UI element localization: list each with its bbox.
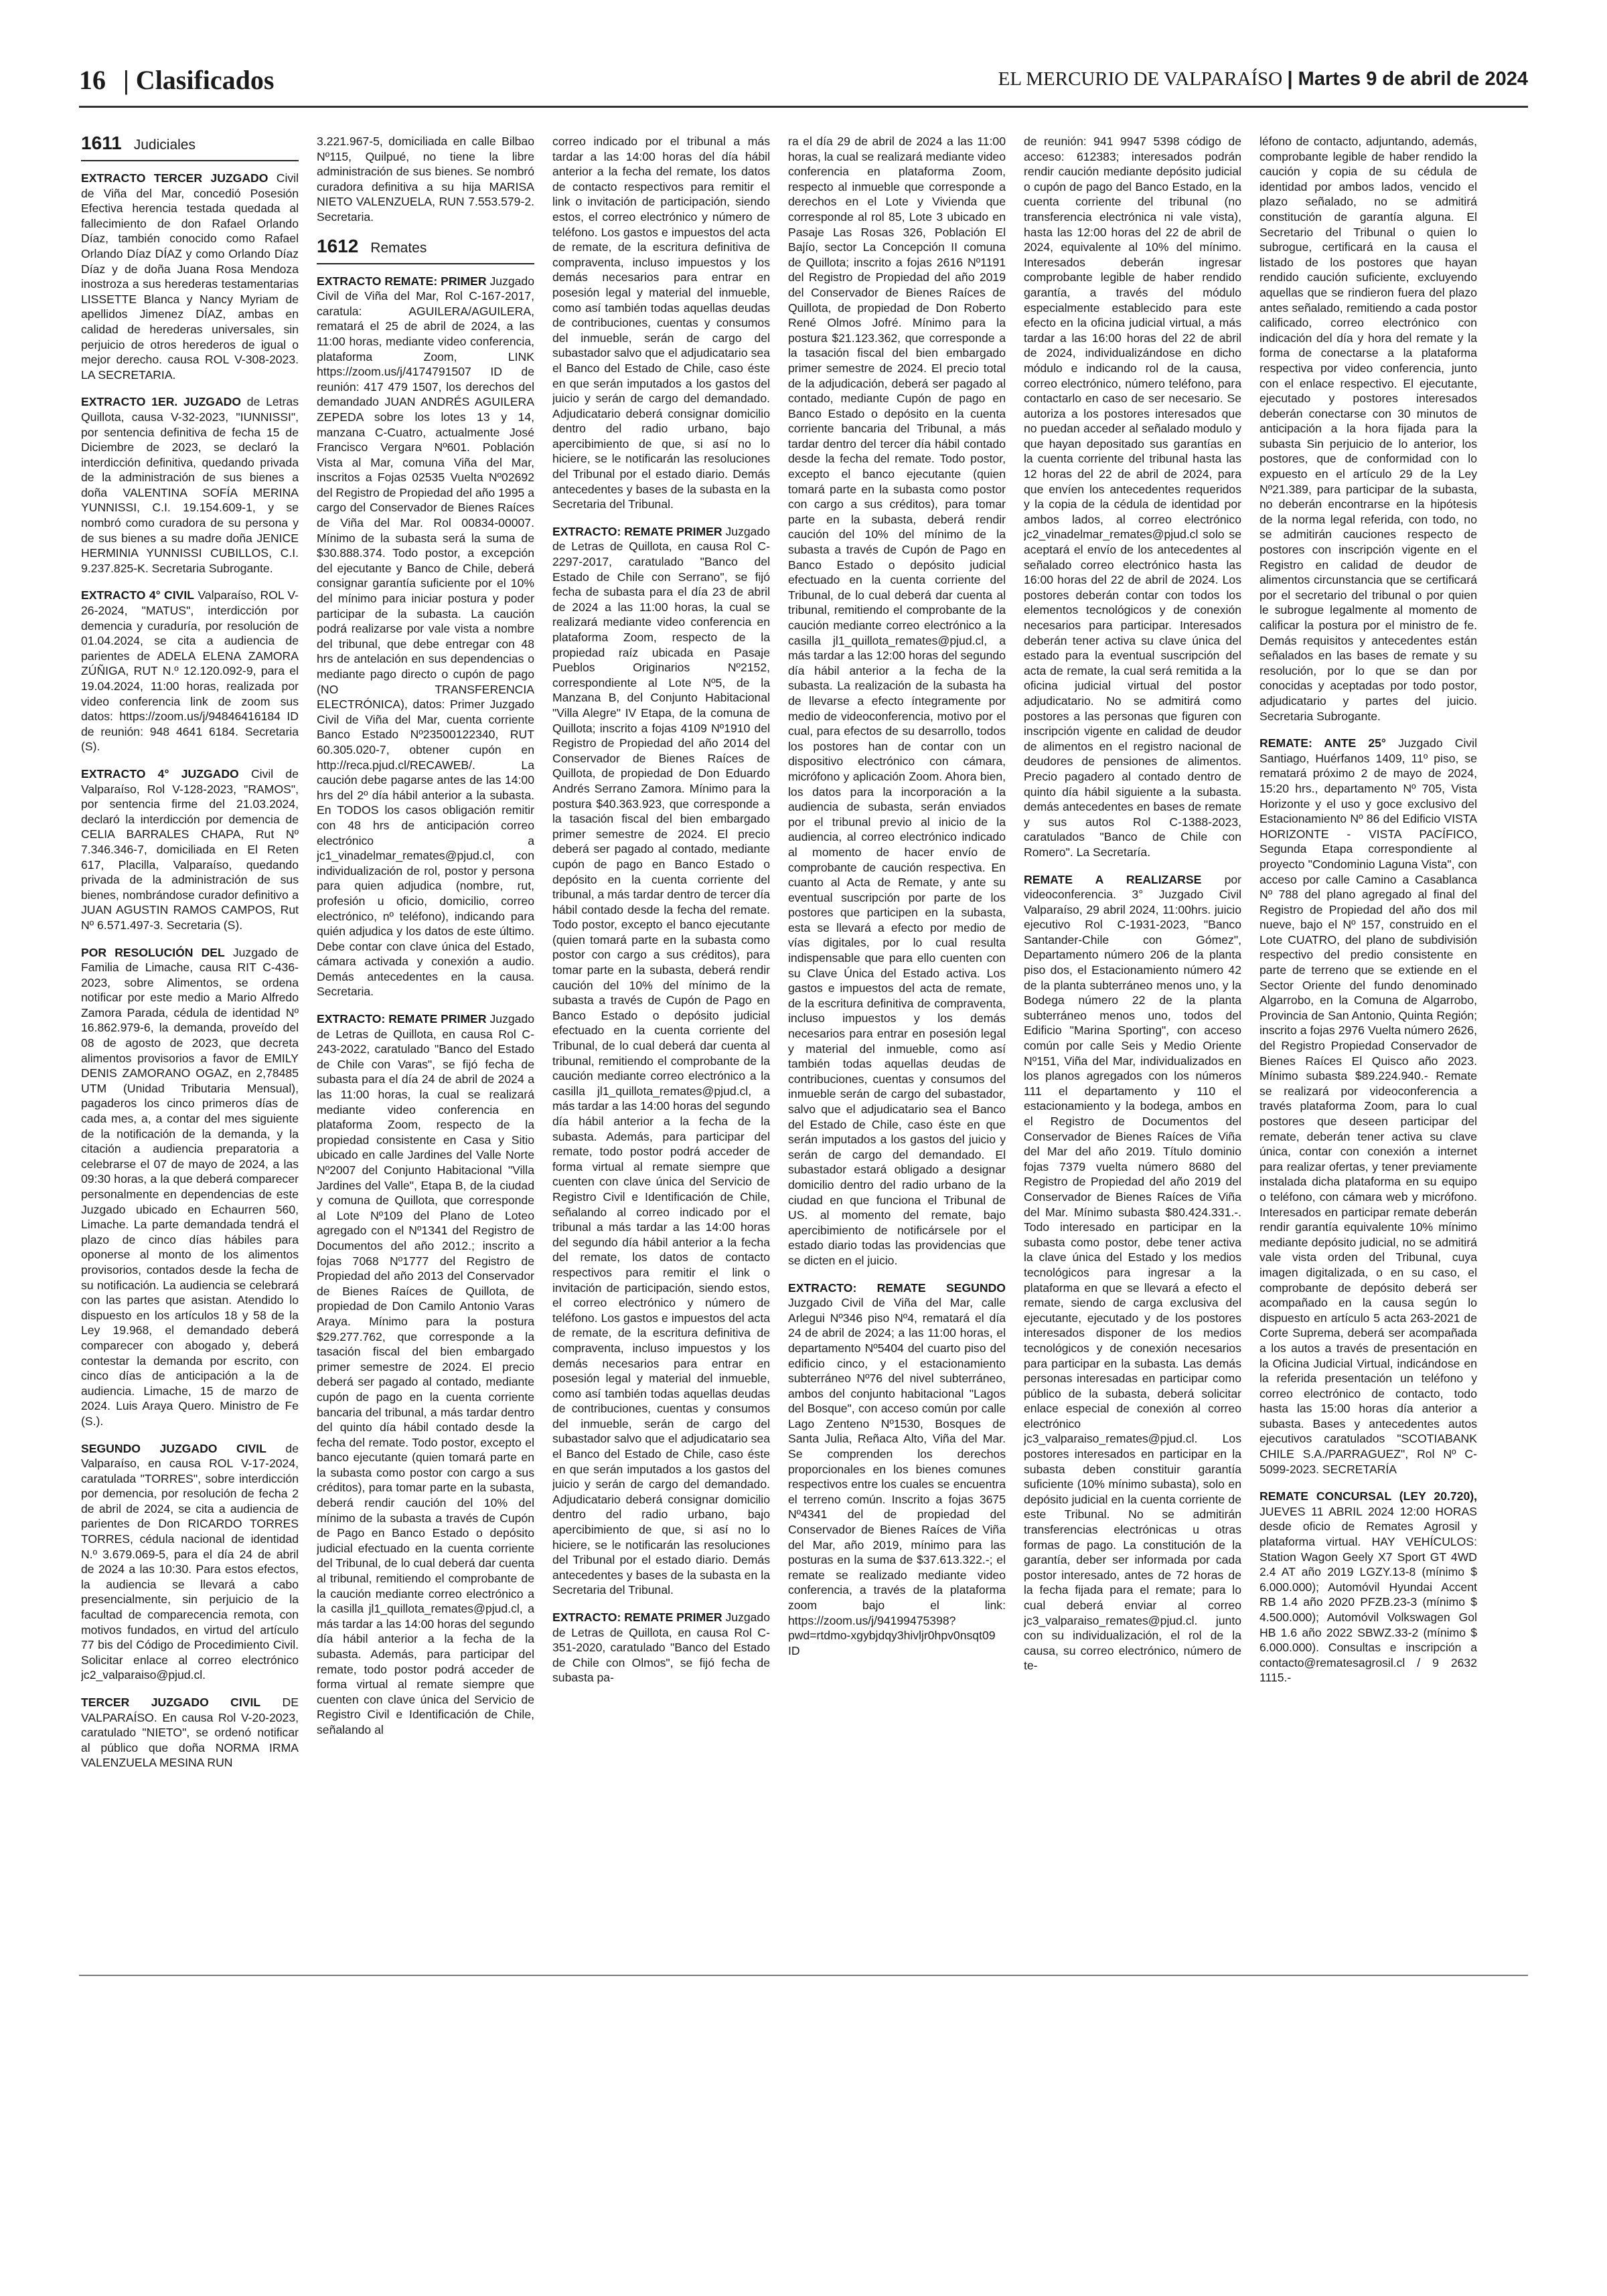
classified-ad (81, 1441, 299, 1684)
ad-body: ra el día 29 de abril de 2024 a las 11:00 horas, la cual se realizará mediante video conferencia en plataforma Zoom, respecto al inmueble que corresponde a derechos en el Lote y Vivienda que corresponde al rol 85, Lote 3 ubicado en Pasaje Las Rosas 326, Población El Bajío, sector La Concepción II comuna de Quillota; inscrito a fojas 2616 Nº1191 del Registro de Propiedad del año 2019 del Conservador de Bienes Raíces de Quillota, de propiedad de Don Roberto René Olmos Jofré. Mínimo para la postura $21.123.362, que corresponde a la tasación fiscal del bien embargado primer semestre de 2024. El precio total de la adjudicación, deberá ser pagado al contado, mediante Cupón de pago en Banco Estado o depósito en la cuenta corriente bancaria del Tribunal, a más tardar dentro del tercer día hábil contado desde la fecha del remate. Todo postor, excepto el banco ejecutante (quien tomará parte en la subasta como postor con cargo a sus créditos), para tomar parte en la subasta, deberá rendir caución del 10% del mínimo de la subasta a través de Cupón de Pago en Banco Estado o depósito judicial efectuado en la cuenta corriente del Tribunal, de lo cual deberá dar cuenta al tribunal, remitiendo el comprobante de la caución mediante correo electrónico a la casilla jl1_quillota_remates@pjud.cl, a más tardar a las 12:00 horas del segundo día hábil anterior a la fecha de la subasta. La realización de la subasta ha de llevarse a efecto íntegramente por medio de videoconferencia, motivo por el cual, para efectos de su desarrollo, todos los postores han de contar con un dispositivo electrónico con cámara, micrófono y aplicación Zoom. Ahora bien, los datos para la incorporación a la audiencia de subasta, serán enviados por el tribunal previo al inicio de la audiencia, al correo electrónico indicado al momento de hacer envío de comprobante de caución respectiva. En cuanto al Acta de Remate, y ante su eventual suscripción por parte de los postores que participen en la subasta, esta se llevará a efecto por medio de vías digitales, por lo cual resulta indispensable que para ello cuenten con su Clave Única del Estado activa. Los gastos e impuestos del acta de remate, de la escritura definitiva de compraventa, incluso impuestos y los demás necesarios para entrar en posesión legal y material del inmueble, como así también todas aquellas deudas de contribuciones, cuentas y consumos del inmueble serán de cargo del subastador, salvo que el adjudicatario sea el Banco del Estado de Chile, caso éste en que serán imputados a los gastos del juicio y serán de cargo del demandado. El subastador estará obligado a designar domicilio dentro del radio urbano de la ciudad en que funciona el Tribunal de US. al momento del remate, bajo apercibimiento de notificársele por el estado diario todas las providencias que se dicten en el juicio. (788, 135, 1006, 1267)
newspaper-name: EL MERCURIO DE VALPARAÍSO (998, 68, 1283, 90)
ads-list (1259, 134, 1477, 1686)
classified-ad (81, 171, 299, 382)
column-2 (317, 134, 534, 1968)
ad-lead: SEGUNDO JUZGADO CIVIL (81, 1441, 266, 1455)
ad-body: Juzgado de Letras de Quillota, en causa Rol C-351-2020, caratulado "Banco del Estado de Chile con Olmos", se fijó fecha de subasta pa- (552, 1611, 770, 1685)
ad-body: Juzgado de Letras de Quillota, en causa Rol C-2297-2017, caratulado "Banco del Estado de Chile con Serrano", se fijó fecha de subasta para el día 23 de abril de 2024 a las 11:00 horas, la cual se realizará mediante video conferencia en plataforma Zoom, respecto de la propiedad raíz ubicada en Pasaje Pueblos Originarios Nº2152, correspondiente al Lote Nº5, de la Manzana B, del Conjunto Habitacional "Villa Alegre" IV Etapa, de la comuna de Quillota; inscrito a fojas 4109 Nº1910 del Registro de Propiedad del año 2014 del Conservador de Bienes Raíces de Quillota, de propiedad de Don Eduardo Andrés Serrano Zamora. Mínimo para la postura $40.363.923, que corresponde a la tasación fiscal del bien embargado primer semestre de 2024. El precio deberá ser pagado al contado, mediante cupón de pago en Banco Estado o depósito en la cuenta corriente del tribunal, a más tardar dentro de tercer día hábil contado desde la fecha del remate. Todo postor, excepto el banco ejecutante (quien tomará parte en la subasta como postor con cargo a sus créditos), para tomar parte en la subasta, deberá rendir caución del 10% del mínimo de la subasta a través de Cupón de Pago en Banco Estado o depósito judicial efectuado en la cuenta corriente del Tribunal, de lo cual deberá dar cuenta al tribunal, remitiendo el comprobante de la caución mediante correo electrónico a la casilla jl1_quillota_remates@pjud.cl, a más tardar a las 14:00 horas del segundo día hábil anterior a la fecha de la subasta. Además, para participar del remate, todo postor podrá acceder de forma virtual al remate siempre que cuenten con clave única del Servicio de Registro Civil e Identificación de Chile, señalando al correo indicado por el tribunal a más tardar a las 14:00 horas del segundo día hábil anterior a la fecha del remate, los datos de contacto respectivos para remitir el link o invitación de participación, siendo estos, el correo electrónico y número de teléfono. Los gastos e impuestos del acta de remate, de la escritura definitiva de compraventa, incluso impuestos y los demás necesarios para entrar en posesión legal y material del inmueble, como así también todas aquellas deudas de contribuciones, cuentas y consumos del inmueble, serán de cargo del subastador salvo que el adjudicatario sea el Banco del Estado de Chile, caso éste en que serán imputados a los gastos del juicio y serán de cargo del demandado. Adjudicatario deberá consignar domicilio dentro del radio urbano, bajo apercibimiento de que, si así no lo hiciere, se le notificarán las resoluciones del Tribunal por el estado diario. Demás antecedentes y bases de la subasta en la Secretaria del Tribunal. (552, 524, 770, 1597)
ad-body: 3.221.967-5, domiciliada en calle Bilbao Nº115, Quilpué, no tiene la libre administración de sus bienes. Se nombró curadora definitiva a su hija MARISA NIETO VALENZUELA, RUN 7.553.579-2. Secretaria. (317, 135, 534, 224)
ad-body: por videoconferencia. 3° Juzgado Civil Valparaíso, 29 abril 2024, 11:00hrs. juicio ejecutivo Rol C-1931-2023, "Banco Santander-Chile con Gómez", Departamento número 206 de la planta piso dos, el Estacionamiento número 42 de la planta subterráneo menos uno, y la Bodega número 22 de la planta subterráneo menos uno, todos del Edificio "Marina Sporting", con acceso común por calle Seis y Medio Oriente Nº151, Viña del Mar, individualizados en los planos agregados con los números 111 el departamento y 110 el estacionamiento y la bodega, ambos en el Registro de Documentos del Conservador de Bienes Raíces de Viña del Mar del año 2019. Título dominio fojas 7379 vuelta número 8680 del Registro de Propiedad del año 2019 del Conservador de Bienes Raíces de Viña del Mar. Mínimo subasta $80.424.331.-. Todo interesado en participar en la subasta como postor, debe tener activa la clave única del Estado y los medios tecnológicos para ingresar a la plataforma en que se llevará a efecto el remate, siendo de carga exclusiva del ejecutante, ejecutado y de los postores interesados disponer de los medios tecnológicos y de conexión necesarios para participar en la subasta. Las demás personas interesadas en participar como público de la subasta, deberá solicitar enlace especial de conexión al correo electrónico jc3_valparaiso_remates@pjud.cl. Los postores interesados en participar en la subasta deben constituir garantía suficiente (10% mínimo subasta), solo en depósito judicial en la cuenta corriente de este Tribunal. No se admitirán transferencias electrónicas u otras formas de pago. La constitución de la garantía, deber ser informada por cada postor interesado, antes de 72 horas de la fecha fijada para el remate; para lo cual deberá enviar al correo jc3_valparaiso_remates@pjud.cl. junto con su individualización, el rol de la causa, su correo electrónico, número de te- (1024, 872, 1241, 1673)
ad-lead: EXTRACTO REMATE: PRIMER (317, 274, 487, 288)
issue-date: | Martes 9 de abril de 2024 (1287, 68, 1528, 90)
ad-lead: EXTRACTO: REMATE PRIMER (317, 1012, 487, 1026)
column-1 (81, 134, 299, 1968)
ads-list (317, 134, 534, 225)
ad-body: DE VALPARAÍSO. En causa Rol V-20-2023, caratulado "NIETO", se ordenó notificar al público que doña NORMA IRMA VALENZUELA MESINA RUN (81, 1696, 299, 1770)
ad-body: Juzgado de Familia de Limache, causa RIT C-436-2023, sobre Alimentos, se ordena notificar por este medio a Mario Alfredo Zamora Parada, cédula de identidad Nº 16.862.979-6, la demanda, proveído del 08 de agosto de 2023, que decreta alimentos provisorios a favor de EMILY DENIS ZAMORANO OGAZ, en 2,78485 UTM (Unidad Tributaria Mensual), pagaderos los cinco primeros días de cada mes, a, a contar del mes siguiente de la notificación de la demanda, y la citación a audiencia preparatoria a celebrarse el 07 de mayo de 2024, a las 09:30 horas, a la que deberá comparecer personalmente en dependencias de este Juzgado ubicado en Echaurren 560, Limache. La parte demandada tendrá el plazo de cinco días hábiles para oponerse al monto de los alimentos provisorios, contados desde la fecha de su notificación. La audiencia se celebrará con las partes que asistan. Atendido lo dispuesto en los artículos 18 y 58 de la Ley 19.968, el demandado deberá comparecer con abogado y, deberá contestar la demanda por escrito, con cinco días de anticipación a la de audiencia. Limache, 15 de marzo de 2024. Luis Araya Quero. Ministro de Fe (S.). (81, 945, 299, 1428)
ad-body: Juzgado de Letras de Quillota, en causa Rol C-243-2022, caratulado "Banco del Estado de Chile con Varas", se fijó fecha de subasta para el día 24 de abril de 2024 a las 11:00 horas, la cual se realizará mediante video conferencia en plataforma Zoom, respecto de la propiedad consistente en Casa y Sitio ubicado en calle Jardines del Valle Norte Nº2007 del Conjunto Habitacional "Villa Jardines del Valle", Etapa B, de la ciudad y comuna de Quillota, que corresponde al Lote Nº109 del Plano de Loteo agregado con el Nº1341 del Registro de Documentos del año 2012.; inscrito a fojas 7068 Nº1777 del Registro de Propiedad del año 2013 del Conservador de Bienes Raíces de Quillota, de propiedad de Don Camilo Antonio Varas Araya. Mínimo para la postura $29.277.762, que corresponde a la tasación fiscal del bien embargado primer semestre de 2024. El precio deberá ser pagado al contado, mediante cupón de pago en la cuenta corriente bancaria del tribunal, a más tardar dentro del quinto día hábil contado desde la fecha del remate. Todo postor, excepto el banco ejecutante (quien tomará parte en la subasta como postor con cargo a sus créditos), para tomar parte en la subasta, deberá rendir caución del 10% del mínimo de la subasta a través de Cupón de Pago en Banco Estado o depósito judicial efectuado en la cuenta corriente del Tribunal, de lo cual deberá dar cuenta al tribunal, remitiendo el comprobante de la caución mediante correo electrónico a la casilla jl1_quillota_remates@pjud.cl, a más tardar a las 14:00 horas del segundo día hábil anterior a la fecha de la subasta. Además, para participar del remate, todo postor podrá acceder de forma virtual al remate siempre que cuenten con clave única del Servicio de Registro Civil e Identificación de Chile, señalando al (317, 1012, 534, 1736)
ad-lead: EXTRACTO TERCER JUZGADO (81, 171, 269, 185)
ad-lead: EXTRACTO 4° JUZGADO (81, 766, 239, 781)
ad-body: Juzgado Civil Santiago, Huérfanos 1409, 11º piso, se rematará próximo 2 de mayo de 2024, 15:20 hrs., departamento Nº 705, Vista Horizonte y el uso y goce exclusivo del Estacionamiento Nº 86 del Edificio VISTA HORIZONTE - VISTA PACÍFICO, Segunda Etapa correspondiente al proyecto "Condominio Laguna Vista", con acceso por calle Camino a Casablanca Nº 788 del plano agregado al final del Registro de Propiedad del año dos mil nueve, bajo el Nº 157, construido en el Lote CUATRO, del plano de subdivisión respectivo del predio consistente en parte de terreno que se extiende en el Sector Oriente del fundo denominado Algarrobo, en la Comuna de Algarrobo, Provincia de San Antonio, Quinta Región; inscrito a fojas 2976 Vuelta número 2626, del Registro Propiedad Conservador de Bienes Raíces El Quisco año 2023. Mínimo subasta $89.224.940.- Remate se realizará por videoconferencia a través plataforma Zoom, para lo cual postores que deseen participar del remate, deberán tener activa su clave única, contar con conexión a internet para realizar ofertas, y tener previamente instalada dicha plataforma en su equipo o teléfono, con cámara web y micrófono. Interesados en participar remate deberán rendir garantía equivalente 10% mínimo mediante depósito judicial, no se admitirá vale vista orden del Tribunal, cuya imagen digitalizada, o en su caso, el comprobante de depósito deberá ser acompañado en la causa según lo dispuesto en artículo 5 acta 263-2021 de Corte Suprema, deberá ser acompañada a los autos a través de presentación en la Oficina Judicial Virtual, indicándose en la referida presentación un teléfono y correo electrónico de contacto, todo hasta las 15:00 horas día anterior a subasta. Bases y antecedentes autos ejecutivos caratulados "SCOTIABANK CHILE S.A./PARRAGUEZ", Rol Nº C-5099-2023. SECRETARÍA (1259, 736, 1477, 1476)
ad-lead: REMATE A REALIZARSE (1024, 872, 1202, 886)
classified-ad (317, 1011, 534, 1738)
ad-body: Juzgado Civil de Viña del Mar, Rol C-167-2017, caratula: AGUILERA/AGUILERA, rematará el 25 de abril de 2024, a las 11:00 horas, mediante video conferencia, plataforma Zoom, LINK https://zoom.us/j/4174791507 ID de reunión: 417 479 1507, los derechos del demandado JUAN ANDRÉS AGUILERA ZEPEDA sobre los lotes 13 y 14, manzana C-Cuatro, actualmente José Francisco Vergara Nº601. Población Vista al Mar, comuna Viña del Mar, inscritos a Fojas 02535 Vuelta Nº02692 del Registro de Propiedad del año 1995 a cargo del Conservador de Bienes Raíces de Viña del Mar. Rol 00834-00007. Mínimo de la subasta será la suma de $30.888.374. Todo postor, a excepción del ejecutante y Banco de Chile, deberá consignar garantía suficiente por el 10% del mínimo para iniciar postura y poder participar de la subasta. La caución podrá realizarse por vale vista a nombre del tribunal, que debe entregar con 48 hrs de antelación en sus dependencias o mediante pago directo o cupón de pago (NO TRANSFERENCIA ELECTRÓNICA), datos: Primer Juzgado Civil de Viña del Mar, cuenta corriente Banco Estado Nº23500122340, RUT 60.305.020-7, obtener cupón en http://reca.pjud.cl/RECAWEB/. La caución debe pagarse antes de las 14:00 hrs del 2º día hábil anterior a la subasta. En TODOS los casos obligación remitir con 48 hrs de anticipación correo electrónico a jc1_vinadelmar_remates@pjud.cl, con individualización de rol, postor y persona para quien adjudica (nombre, rut, profesión u oficio, domicilio, correo electrónico, nº teléfono), indicando para quién adjudica y los datos de este último. Debe contar con clave única del Estado, cámara activada y conexión a audio. Demás antecedentes en la causa. Secretaria. (317, 274, 534, 999)
classified-ad (1024, 134, 1241, 860)
classified-ad (81, 945, 299, 1429)
section-label: Remates (370, 240, 427, 256)
ad-body: Civil de Valparaíso, Rol V-128-2023, "RAMOS", por sentencia firme del 21.03.2024, declaró la interdicción por demencia de CELIA BARRALES CHAPA, Rut Nº 7.346.346-7, domiciliada en El Reten 617, Placilla, Valparaíso, quedando privada de la administración de sus bienes, nombrándose curador definitivo a JUAN AGUSTIN RAMOS CAMPOS, Rut Nº 6.571.497-3. Secretaria (S). (81, 766, 299, 932)
ad-body: Juzgado Civil de Viña del Mar, calle Arlegui Nº346 piso Nº4, rematará el día 24 de abril de 2024; a las 11:00 horas, el departamento Nº5404 del cuarto piso del edificio cinco, y el estacionamiento subterráneo Nº76 del nivel subterráneo, ambos del conjunto habitacional "Lagos del Bosque", con acceso común por calle Lago Zenteno Nº1530, Bosques de Santa Julia, Reñaca Alto, Viña del Mar. Se comprenden los derechos proporcionales en los bienes comunes respectivos entre los cuales se encuentra el terreno común. Inscrito a fojas 3675 Nº4341 del de propiedad del Conservador de Bienes Raíces de Viña del Mar, año 2019, mínimo para las posturas en la suma de $37.613.322.-; el remate se realizado mediante video conferencia, a través de la plataforma zoom bajo el link: https://zoom.us/j/94199475398?pwd=rtdmo-xgybjdqy3hivljr0hpv0nsqt09 ID (788, 1296, 1006, 1657)
classified-ad (552, 1610, 770, 1686)
column-3 (552, 134, 770, 1968)
ad-body: Valparaíso, ROL V-26-2024, "MATUS", interdicción por demencia y curaduría, por resolución de 01.04.2024, se cita a audiencia de parientes de ADELA ELENA ZAMORA ZÚÑIGA, RUT N.º 12.120.092-9, para el 19.04.2024, 11:00 horas, realizada por video conferencia link de zoom sus datos: https://zoom.us/j/94846416184 ID de reunión: 948 4641 6184. Secretaria (S). (81, 588, 299, 754)
page-number: 16 (79, 65, 106, 95)
classified-ad (81, 1695, 299, 1771)
column-6 (1259, 134, 1477, 1968)
ad-body: Civil de Viña del Mar, concedió Posesión Efectiva herencia testada quedada al fallecimiento de don Rafael Orlando Díaz, también conocido como Rafael Orlando Díaz DÍAZ y como Orlando Díaz Díaz y de doña Juana Rosa Mendoza inostroza a sus herederas testamentarias LISSETTE Blanca y Nancy Myriam de apellidos Jimenez DÍAZ, ambas en calidad de herederas universales, sin perjuicio de otros herederos de igual o mejor derecho. causa ROL V-308-2023. LA SECRETARIA. (81, 171, 299, 382)
ad-lead: EXTRACTO: REMATE PRIMER (552, 524, 722, 538)
classified-ad (788, 134, 1006, 1268)
ad-lead: EXTRACTO 4° CIVIL (81, 588, 194, 602)
ads-list (81, 171, 299, 1771)
ad-body: de Valparaíso, en causa ROL V-17-2024, caratulada "TORRES", sobre interdicción por demencia, por resolución de fecha 2 de abril de 2024, se cita a audiencia de parientes de Don RICARDO TORRES TORRES, cédula nacional de identidad N.º 3.679.069-5, para el día 24 de abril de 2024 a las 10:30. Para estos efectos, la audiencia se llevará a cabo presencialmente, sin perjuicio de la facultad de comparecencia remota, con motivos fundados, en virtud del artículo 77 bis del Código de Procedimiento Civil. Solicitar enlace al correo electrónico jc2_valparaiso@pjud.cl. (81, 1441, 299, 1682)
header-rule (79, 106, 1528, 108)
section-header-judiciales (81, 134, 299, 161)
ads-list (788, 134, 1006, 1658)
ad-body: de reunión: 941 9947 5398 código de acceso: 612383; interesados podrán rendir caución mediante depósito judicial o cupón de pago del Banco Estado, en la cuenta corriente del tribunal (no transferencia electrónica ni vale vista), hasta las 12:00 horas del 22 de abril de 2024, equivalente al 10% del mínimo. Interesados deberán ingresar comprobante legible de haber rendido garantía, a través del módulo especialmente establecido para este efecto en la oficina judicial virtual, a más tardar a las 16:00 horas del 22 de abril de 2024, individualizándose en dicho módulo e indicando rol de la causa, correo electrónico, número teléfono, para contactarlo en caso de ser necesario. Se autoriza a los postores interesados que no puedan acceder al señalado modulo y que hayan depositado sus garantías en la cuenta corriente del tribunal hasta las 12 horas del 22 de abril de 2024, para que envíen los antecedentes requeridos y la copia de la cédula de identidad por ambos lados, al correo electrónico jc2_vinadelmar_remates@pjud.cl solo se aceptará el envío de los antecedentes al señalado correo electrónico hasta las 16:00 horas del 22 de abril de 2024. Los postores deberán contar con todos los elementos tecnológicos y de conexión necesarios para participar. Interesados deberán tener activa su clave única del estado para la eventual suscripción del acta de remate, la cual será remitida a la oficina judicial virtual del postor adjudicatario. No se admitirá como postores a las personas que figuren con inscripción vigente en calidad de deudor de alimentos en el registro nacional de deudores de pensiones de alimentos. Precio pagadero al contado dentro de quinto día hábil siguiente a la subasta. demás antecedentes en bases de remate y sus autos Rol C-1388-2023, caratulados "Banco de Chile con Romero". La Secretaría. (1024, 135, 1241, 859)
classified-ad (81, 588, 299, 754)
ads-list (552, 134, 770, 1686)
section-title: | Clasificados (123, 65, 275, 95)
ad-lead: EXTRACTO: REMATE PRIMER (552, 1611, 722, 1624)
ad-body: correo indicado por el tribunal a más tardar a las 14:00 horas del día hábil anterior a la fecha del remate, los datos de contacto respectivos para remitir el link o invitación de participación, siendo estos, el correo electrónico y número de teléfono. Los gastos e impuestos del acta de remate, de la escritura definitiva de compraventa, incluso impuestos y los demás necesarios para entrar en posesión legal y material del inmueble, como así también todas aquellas deudas de contribuciones, cuentas y consumos del inmueble, serán de cargo del subastador salvo que el adjudicatario sea el Banco del Estado de Chile, caso éste en que serán imputados a los gastos del juicio y serán de cargo del demandado. Adjudicatario deberá consignar domicilio dentro del radio urbano, bajo apercibimiento de que, si así no lo hiciere, se le notificarán las resoluciones del Tribunal por el estado diario. Demás antecedentes y bases de la subasta en la Secretaria del Tribunal. (552, 135, 770, 511)
section-number: 1612 (317, 235, 359, 256)
page-header (79, 64, 1528, 102)
classified-ad (552, 134, 770, 512)
classified-ad (81, 766, 299, 933)
classified-ad (1259, 1489, 1477, 1686)
classified-ad (788, 1281, 1006, 1659)
ad-lead: POR RESOLUCIÓN DEL (81, 945, 225, 959)
masthead-date (998, 68, 1528, 90)
section-number: 1611 (81, 134, 122, 153)
column-4 (788, 134, 1006, 1968)
ad-lead: EXTRACTO 1ER. JUZGADO (81, 395, 242, 409)
footer-rule (79, 1975, 1528, 1976)
classified-ad (81, 394, 299, 576)
section-label: Judiciales (133, 137, 196, 153)
ads-list (1024, 134, 1241, 1673)
ad-body: léfono de contacto, adjuntando, además, comprobante legible de haber rendido la caución y copia de su cédula de identidad por ambos lados, vencido el plazo señalado, no se admitirá constitución de garantía alguna. El Secretario del Tribunal o quien lo subrogue, certificará en la causa el listado de los postores que hayan rendido caución suficiente, excluyendo aquellas que se rindieron fuera del plazo antes señalado, remitiendo a cada postor calificado, correo electrónico con indicación del día y hora del remate y la forma de conectarse a la plataforma respectiva por video conferencia, junto con el enlace respectivo. El ejecutante, ejecutado y postores interesados deberán conectarse con 30 minutos de anticipación a la hora fijada para la subasta Sin perjuicio de lo anterior, los postores, que de conformidad con lo expuesto en el artículo 29 de la Ley Nº21.389, para participar de la subasta, no deberán encontrarse en la hipótesis de la norma legal referida, con todo, no se admitirán cauciones respecto de postores con inscripción vigente en el Registro en calidad de deudor de alimentos circunstancia que se certificará por el secretario del tribunal o por quien le subrogue legalmente al momento de calificar la postura por el ministro de fe. Demás requisitos y antecedentes están señalados en las bases de remate y su resolución, por lo que se dan por conocidas y aceptadas por todo postor, adjudicatario y partes del juicio. Secretaria Subrogante. (1259, 135, 1477, 723)
ad-body: de Letras Quillota, causa V-32-2023, "IUNNISSI", por sentencia definitiva de fecha 15 de Diciembre de 2023, se declaró la interdicción definitiva, quedando privada de la administración de sus bienes a doña VALENTINA SOFÍA MERINA YUNNISSI, C.I. 19.154.609-1, y se nombró como curadora de su persona y de sus bienes a su madre doña JENICE HERMINIA YUNNISSI CUBILLOS, C.I. 9.237.825-K. Secretaria Subrogante. (81, 395, 299, 575)
section-header-remates (317, 237, 534, 264)
ad-lead: REMATE CONCURSAL (LEY 20.720), (1259, 1489, 1477, 1503)
classified-ad (1259, 134, 1477, 724)
column-5 (1024, 134, 1241, 1968)
classified-ad (317, 134, 534, 225)
classified-ad (552, 524, 770, 1598)
ad-lead: EXTRACTO: REMATE SEGUNDO (788, 1281, 1006, 1295)
ads-list (317, 274, 534, 1738)
ad-lead: REMATE: ANTE 25° (1259, 736, 1386, 750)
classified-ad (1259, 736, 1477, 1477)
classified-ad (1024, 872, 1241, 1673)
ad-lead: TERCER JUZGADO CIVIL (81, 1696, 261, 1709)
classified-ad (317, 274, 534, 1000)
ad-body: JUEVES 11 ABRIL 2024 12:00 HORAS desde oficio de Remates Agrosil y plataforma virtual. HAY VEHÍCULOS: Station Wagon Geely X7 Sport GT 4WD 2.4 AT año 2019 LGZY.13-8 (mínimo $ 6.000.000); Automóvil Hyundai Accent RB 1.4 año 2020 PFZB.23-3 (mínimo $ 4.500.000); Automóvil Volkswagen Gol HB 1.6 año 2022 SBWZ.33-2 (mínimo $ 6.000.000). Consultas e inscripción a contacto@rematesagrosil.cl / 9 2632 1115.- (1259, 1504, 1477, 1685)
